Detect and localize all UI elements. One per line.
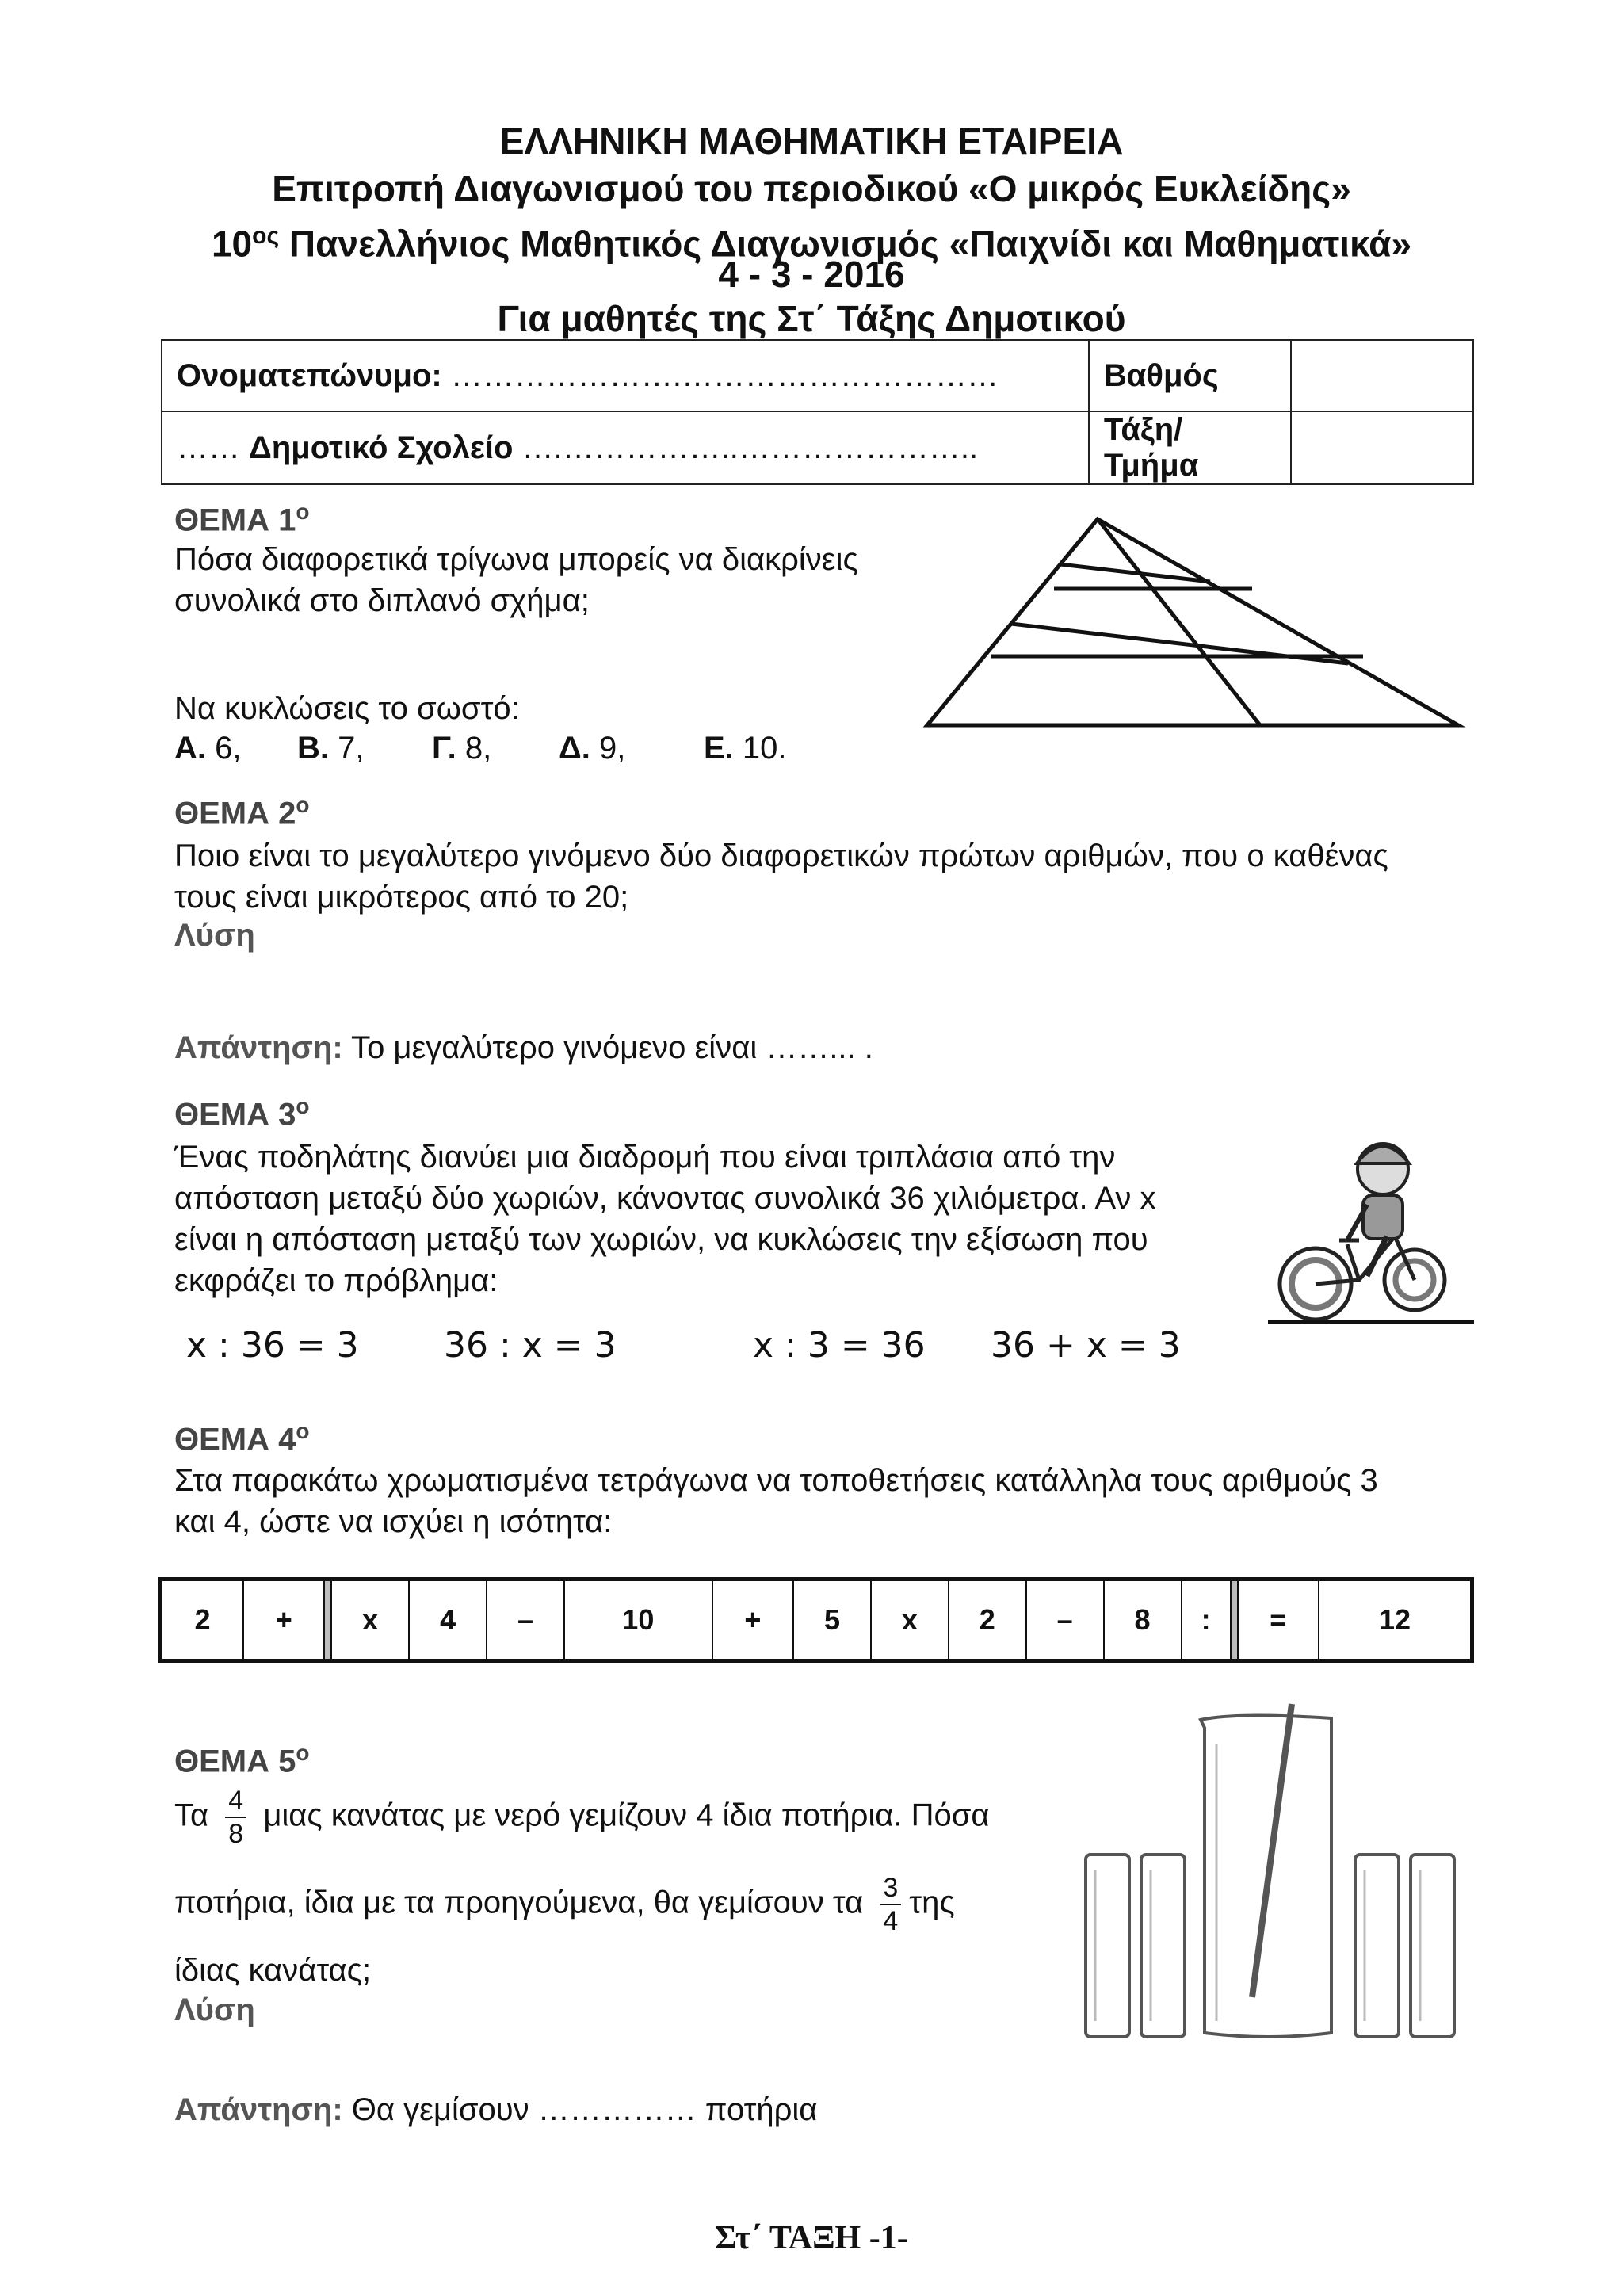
q3-equation-3[interactable]: x : 3 = 36 <box>753 1325 926 1366</box>
q5-line-1: Τα $\frac{4}{8}$ μιας κανάτας με νερό γεμίζουν 4 ίδια ποτήρια. Πόσα <box>174 1786 990 1849</box>
eq-cell: 8 <box>1104 1580 1182 1661</box>
q1-text-2: συνολικά στο διπλανό σχήμα; <box>174 583 590 618</box>
contest-date: 4 - 3 - 2016 <box>718 254 905 295</box>
eq-cell: – <box>1026 1580 1104 1661</box>
q4-text-1: Στα παρακάτω χρωματισμένα τετράγωνα να τοποθετήσεις κατάλληλα τους αριθμούς 3 <box>174 1463 1378 1498</box>
q1-option-c[interactable]: Γ. 8, <box>432 731 492 766</box>
grade-cell[interactable] <box>1291 340 1473 411</box>
eq-cell: + <box>712 1580 793 1661</box>
eq-cell: 2 <box>161 1580 244 1661</box>
q5-answer: Απάντηση: Θα γεμίσουν …………… ποτήρια <box>174 2092 818 2127</box>
eq-cell: x <box>331 1580 409 1661</box>
q1-text-1: Πόσα διαφορετικά τρίγωνα μπορείς να διακρίνεις <box>174 542 858 577</box>
fraction-four-eighths: $\frac{4}{8}$ <box>225 1785 246 1850</box>
q4-title: ΘΕΜΑ $4^o$ <box>174 1419 310 1457</box>
q1-option-e[interactable]: Ε. 10. <box>704 731 787 766</box>
q3-equation-4[interactable]: 36 + x = 3 <box>991 1325 1181 1366</box>
eq-cell: 4 <box>409 1580 487 1661</box>
contest-title: $10^{o\varsigma}$ Πανελλήνιος Μαθητικός Διαγωνισμός «Παιχνίδι και Μαθηματικά» <box>211 223 1412 265</box>
q5-title: ΘΕΜΑ $5^o$ <box>174 1740 310 1779</box>
cyclist-image <box>1268 1125 1474 1331</box>
q2-text-2: τους είναι μικρότερος από το 20; <box>174 880 629 915</box>
eq-cell: 12 <box>1319 1580 1472 1661</box>
page-footer: Στ΄ ΤΑΞΗ -1- <box>715 2220 908 2256</box>
student-info-table <box>161 339 1474 485</box>
school-cell[interactable]: …… Δημοτικό Σχολείο ….……………..………………….. <box>162 411 1089 484</box>
q3-title: ΘΕΜΑ $3^o$ <box>174 1094 310 1133</box>
name-cell[interactable]: Ονοματεπώνυμο: ………………….………………………… <box>162 340 1089 411</box>
q3-text-2: απόσταση μεταξύ δύο χωριών, κάνοντας συνολικά 36 χιλιόμετρα. Αν x <box>174 1181 1156 1216</box>
eq-cell: = <box>1238 1580 1319 1661</box>
eq-cell: 5 <box>793 1580 871 1661</box>
q3-text-1: Ένας ποδηλάτης διανύει μια διαδρομή που είναι τριπλάσια από την <box>174 1140 1116 1175</box>
class-cell[interactable] <box>1291 411 1473 484</box>
triangle-figure <box>919 507 1474 737</box>
equation-grid <box>158 1577 1474 1663</box>
q4-text-2: και 4, ώστε να ισχύει η ισότητα: <box>174 1504 613 1539</box>
class-label: Τάξη/Τμήμα <box>1089 411 1291 484</box>
q5-solution-label: Λύση <box>174 1992 255 2027</box>
grade-title: Για μαθητές της Στ΄ Τάξης Δημοτικού <box>497 298 1126 339</box>
q5-line-2: ποτήρια, ίδια με τα προηγούμενα, θα γεμίσουν τα $\frac{3}{4}$ της <box>174 1873 955 1936</box>
eq-shaded-cell[interactable] <box>1231 1580 1238 1661</box>
q5-line-3: ίδιας κανάτας; <box>174 1953 372 1988</box>
committee-title: Επιτροπή Διαγωνισμού του περιοδικού «Ο μικρός Ευκλείδης» <box>272 168 1351 209</box>
eq-cell: 10 <box>564 1580 712 1661</box>
jug-and-glasses-image <box>1078 1696 1474 2045</box>
q3-equation-2[interactable]: 36 : x = 3 <box>444 1325 617 1366</box>
q2-title: ΘΕΜΑ $2^o$ <box>174 793 310 831</box>
q2-text-1: Ποιο είναι το μεγαλύτερο γινόμενο δύο διαφορετικών πρώτων αριθμών, που ο καθένας <box>174 839 1388 873</box>
eq-cell: x <box>871 1580 949 1661</box>
eq-shaded-cell[interactable] <box>324 1580 331 1661</box>
q1-option-d[interactable]: Δ. 9, <box>559 731 626 766</box>
q1-option-a[interactable]: Α. 6, <box>174 731 242 766</box>
q3-text-3: είναι η απόσταση μεταξύ των χωριών, να κυκλώσεις την εξίσωση που <box>174 1222 1148 1257</box>
q2-answer: Απάντηση: Το μεγαλύτερο γινόμενο είναι ……... . <box>174 1030 873 1065</box>
q1-option-b[interactable]: Β. 7, <box>297 731 365 766</box>
org-title: ΕΛΛΗΝΙΚΗ ΜΑΘΗΜΑΤΙΚΗ ΕΤΑΙΡΕΙΑ <box>499 120 1124 162</box>
eq-cell: : <box>1182 1580 1231 1661</box>
q3-text-4: εκφράζει το πρόβλημα: <box>174 1263 498 1298</box>
eq-cell: 2 <box>949 1580 1026 1661</box>
q1-prompt: Να κυκλώσεις το σωστό: <box>174 691 520 726</box>
q3-equation-1[interactable]: x : 36 = 3 <box>186 1325 359 1366</box>
q2-solution-label: Λύση <box>174 918 255 953</box>
grade-label: Βαθμός <box>1089 340 1291 411</box>
fraction-three-quarters: $\frac{3}{4}$ <box>880 1872 901 1937</box>
q1-title: ΘΕΜΑ $1^o$ <box>174 499 310 538</box>
eq-cell: – <box>487 1580 564 1661</box>
eq-cell: + <box>243 1580 324 1661</box>
